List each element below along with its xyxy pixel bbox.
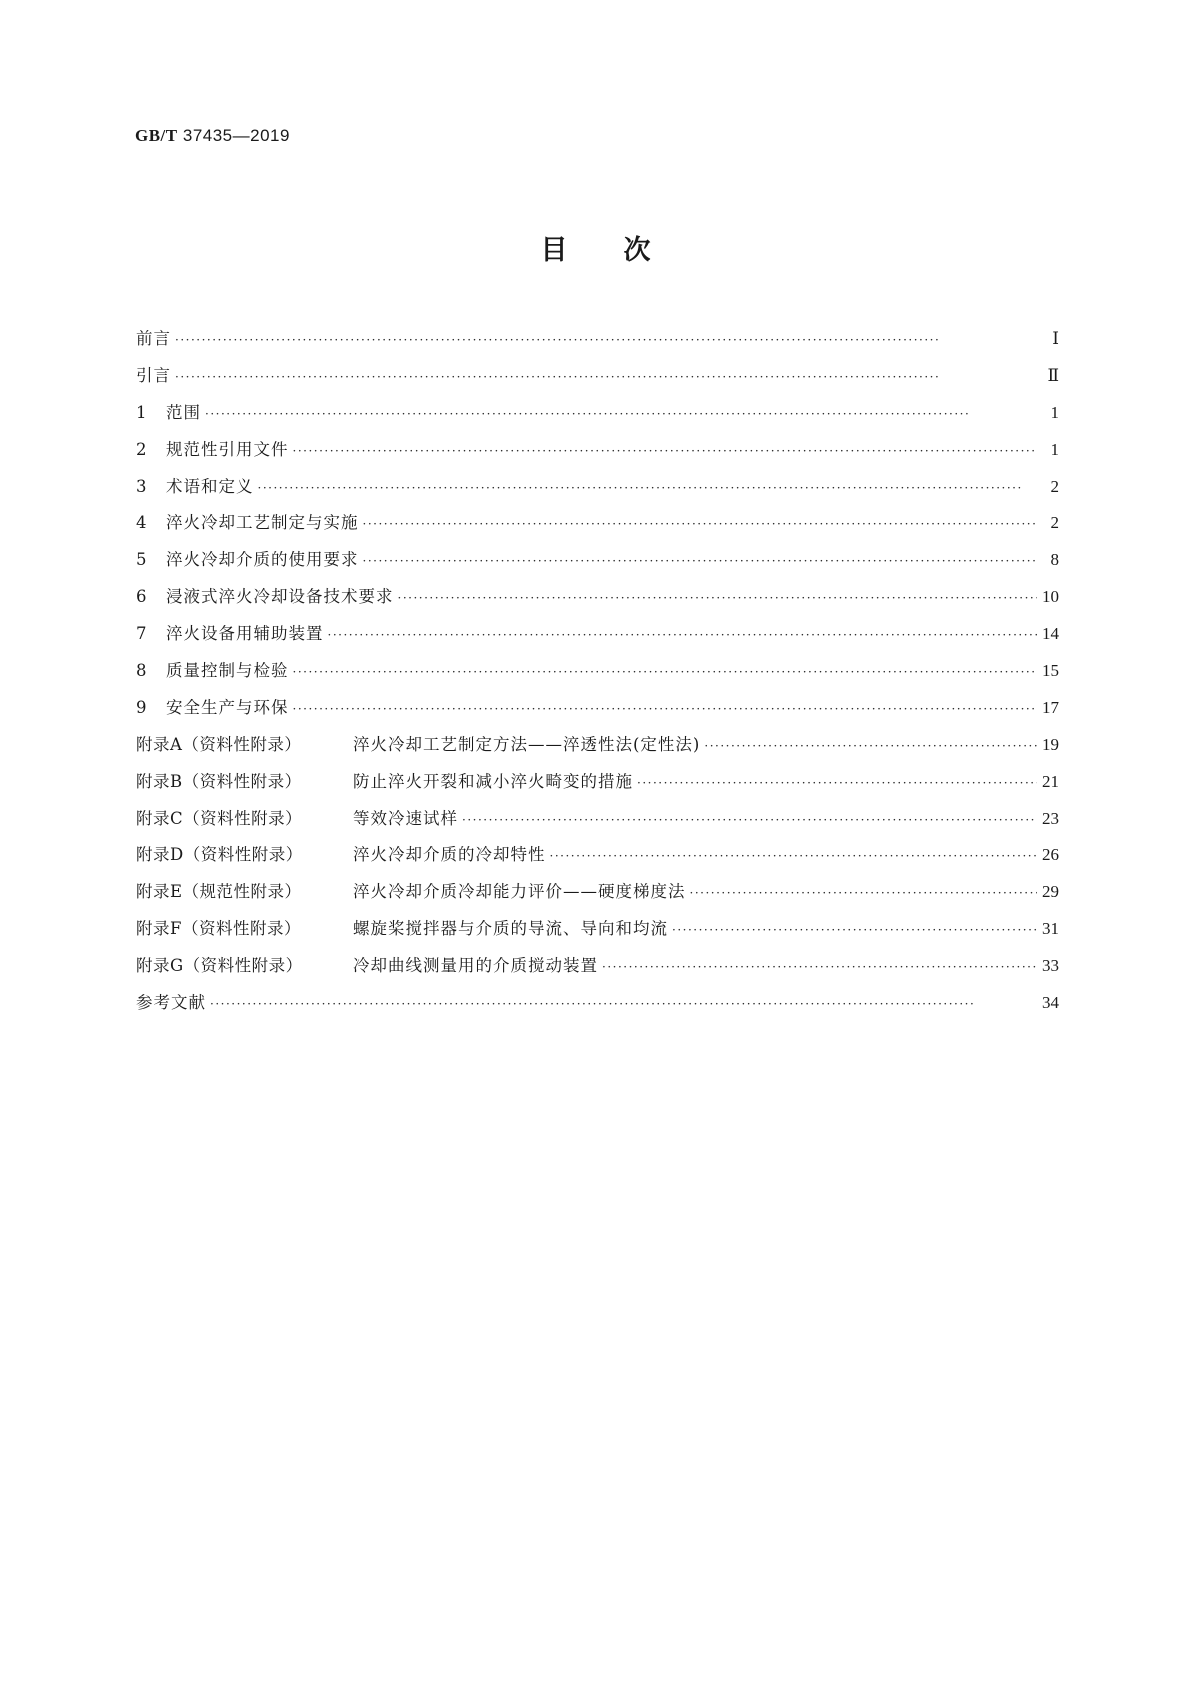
toc-entry[interactable] xyxy=(136,546,1059,583)
toc-entry-page: Ⅱ xyxy=(1047,365,1059,385)
standard-number: 37435—2019 xyxy=(182,126,290,145)
toc-leader-dots xyxy=(175,333,1037,347)
toc-leader-dots xyxy=(704,739,1037,753)
toc-entry-page: 2 xyxy=(1050,513,1059,533)
toc-entry-label: 淬火冷却介质的使用要求 xyxy=(166,550,359,570)
toc-entry[interactable] xyxy=(136,694,1059,731)
toc-entry-page: 8 xyxy=(1050,550,1059,570)
toc-entry[interactable] xyxy=(136,362,1059,399)
toc-leader-dots xyxy=(175,370,1037,384)
toc-entry[interactable] xyxy=(136,731,1059,768)
standard-code xyxy=(135,126,290,146)
toc-entry-number: 4 xyxy=(136,513,147,533)
toc-entry-page: 19 xyxy=(1042,734,1059,754)
toc-entry-number: 1 xyxy=(136,402,147,422)
toc-entry-label: 等效冷速试样 xyxy=(353,808,458,828)
toc-entry-number: 8 xyxy=(136,661,147,681)
toc-entry-page: 23 xyxy=(1042,808,1059,828)
toc-entry-label: 规范性引用文件 xyxy=(166,439,289,459)
toc-entry-label: 淬火设备用辅助装置 xyxy=(166,624,324,644)
toc-entry-annex-id: 附录B（资料性附录） xyxy=(136,771,302,791)
toc-entry-page: 1 xyxy=(1050,439,1059,459)
toc-entry-page: 1 xyxy=(1050,402,1059,422)
toc-entry-page: 10 xyxy=(1042,587,1059,607)
toc-entry-label: 淬火冷却介质冷却能力评价——硬度梯度法 xyxy=(353,882,686,902)
toc-entry-page: 31 xyxy=(1042,919,1059,939)
toc-entry-number: 6 xyxy=(136,587,147,607)
toc-entry-label: 淬火冷却介质的冷却特性 xyxy=(353,845,546,865)
toc-entry-number: 5 xyxy=(136,550,147,570)
toc-entry-label: 浸液式淬火冷却设备技术要求 xyxy=(166,587,394,607)
toc-entry[interactable] xyxy=(136,399,1059,436)
toc-entry-annex-id: 附录G（资料性附录） xyxy=(136,956,303,976)
toc-entry-label: 质量控制与检验 xyxy=(166,661,289,681)
toc-entry[interactable] xyxy=(136,473,1059,510)
toc-leader-dots xyxy=(398,591,1038,605)
toc-entry[interactable] xyxy=(136,768,1059,805)
toc-entry[interactable] xyxy=(136,878,1059,915)
toc-entry-page: 29 xyxy=(1042,882,1059,902)
toc-entry-label: 范围 xyxy=(166,402,201,422)
toc-leader-dots xyxy=(328,628,1038,642)
toc-entry-page: 26 xyxy=(1042,845,1059,865)
toc-leader-dots xyxy=(602,960,1037,974)
toc-entry[interactable] xyxy=(136,805,1059,842)
toc-entry-page: 2 xyxy=(1050,476,1059,496)
toc-leader-dots xyxy=(293,665,1038,679)
toc-leader-dots xyxy=(690,886,1038,900)
toc-leader-dots xyxy=(672,923,1037,937)
toc-entry-label: 螺旋桨搅拌器与介质的导流、导向和均流 xyxy=(353,919,668,939)
toc-leader-dots xyxy=(293,702,1038,716)
toc-leader-dots xyxy=(462,813,1037,827)
toc-leader-dots xyxy=(363,554,1038,568)
toc-leader-dots xyxy=(210,997,1037,1011)
toc-entry-number: 9 xyxy=(136,697,147,717)
toc-entry[interactable] xyxy=(136,436,1059,473)
toc-title: 目次 xyxy=(540,235,707,266)
toc-entry[interactable] xyxy=(136,620,1059,657)
toc-entry-number: 3 xyxy=(136,476,147,496)
toc-entry-page: 33 xyxy=(1042,956,1059,976)
standard-prefix: GB/T xyxy=(135,126,178,145)
toc-leader-dots xyxy=(550,849,1038,863)
toc-leader-dots xyxy=(363,517,1038,531)
toc-entry-label: 术语和定义 xyxy=(166,476,254,496)
toc-entry-label: 参考文献 xyxy=(136,993,206,1013)
toc-entry-annex-id: 附录A（资料性附录） xyxy=(136,734,302,754)
toc-leader-dots xyxy=(258,481,1038,495)
toc-entry-label: 前言 xyxy=(136,329,171,348)
toc-entry-label: 冷却曲线测量用的介质搅动装置 xyxy=(353,956,598,976)
toc-entry[interactable] xyxy=(136,952,1059,989)
toc-entry-number: 2 xyxy=(136,439,147,459)
toc-entry-label: 防止淬火开裂和减小淬火畸变的措施 xyxy=(353,771,633,791)
toc-leader-dots xyxy=(205,407,1037,421)
table-of-contents xyxy=(136,325,1059,1026)
toc-entry-page: 17 xyxy=(1042,697,1059,717)
toc-entry-page: 14 xyxy=(1042,624,1059,644)
toc-entry-annex-id: 附录E（规范性附录） xyxy=(136,882,302,902)
toc-entry-number: 7 xyxy=(136,624,147,644)
toc-entry-annex-id: 附录F（资料性附录） xyxy=(136,919,301,939)
toc-entry-page: 34 xyxy=(1042,993,1059,1013)
toc-entry-page: 21 xyxy=(1042,771,1059,791)
toc-leader-dots xyxy=(637,776,1037,790)
toc-entry-label: 引言 xyxy=(136,365,171,385)
toc-leader-dots xyxy=(293,444,1038,458)
toc-entry-label: 淬火冷却工艺制定方法——淬透性法(定性法) xyxy=(353,734,701,754)
toc-entry[interactable] xyxy=(136,325,1059,362)
toc-entry[interactable] xyxy=(136,509,1059,546)
toc-entry-annex-id: 附录C（资料性附录） xyxy=(136,808,303,828)
toc-entry[interactable] xyxy=(136,841,1059,878)
toc-entry-label: 安全生产与环保 xyxy=(166,697,289,717)
toc-entry-page: Ⅰ xyxy=(1052,329,1059,348)
toc-entry[interactable] xyxy=(136,657,1059,694)
toc-entry-label: 淬火冷却工艺制定与实施 xyxy=(166,513,359,533)
toc-entry[interactable] xyxy=(136,915,1059,952)
toc-entry-annex-id: 附录D（资料性附录） xyxy=(136,845,303,865)
toc-entry[interactable] xyxy=(136,583,1059,620)
toc-entry[interactable] xyxy=(136,989,1059,1026)
toc-entry-page: 15 xyxy=(1042,661,1059,681)
